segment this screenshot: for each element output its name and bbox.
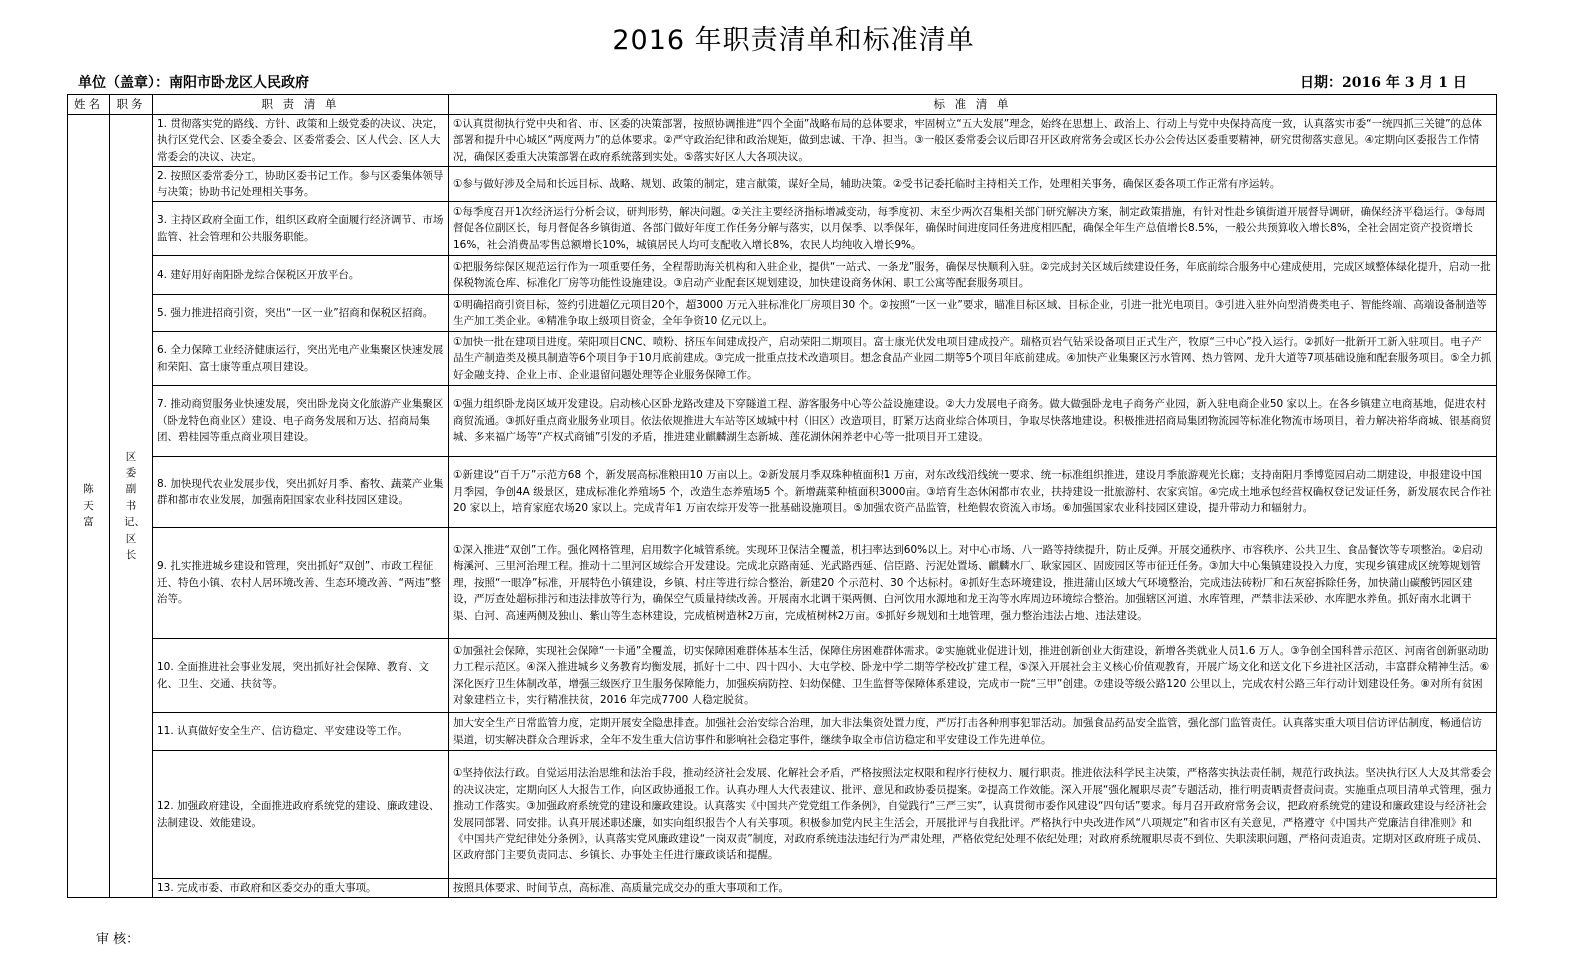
- table-row: [68, 256, 1497, 295]
- standard-cell: ①强力组织卧龙岗区域开发建设。启动核心区卧龙路改建及下穿隧道工程、游客服务中心等公益设施建设。②大力发展电子商务。做大做强卧龙电子商务产业园，新入驻电商企业50 家以上。在各乡镇建立电商基地，促进农村商贸流通。③抓好重点商业服务业项目。依法依规推进大车站等区域城中村（旧区）改造项目，盯紧万达商业综合体项目，争取尽快落地建设。积极推进招商局集团物流园等标准化物流市场项目，着力解决裕华商城、银基商贸城、多来福广场等“产权式商铺”引发的矛盾，推进建业麒麟湖生态新城、莲花湖休闲养老中心等一批项目开工建设。: [449, 386, 1497, 457]
- unit-label: 单位（盖章）：南阳市卧龙区人民政府: [78, 75, 309, 91]
- standard-cell: ①认真贯彻执行党中央和省、市、区委的决策部署，按照协调推进“四个全面”战略布局的总体要求，牢固树立“五大发展”理念，始终在思想上、政治上、行动上与党中央保持高度一致，认真落实市委“一统四抓三关键”的总体部署和提升中心城区“两度两力”的总体要求。②严守政治纪律和政治规矩，做到忠诚、干净、担当。③一般区委常委会议后即召开区政府常务会或区长办公会传达区委重要精神，研究贯彻落实意见。④定期向区委报告工作情况，确保区委重大决策部署在政府系统落到实处。⑤落实好区人大各项决议。: [449, 115, 1497, 167]
- duty-cell: 4. 建好用好南阳卧龙综合保税区开放平台。: [153, 256, 449, 295]
- table-row: [68, 332, 1497, 386]
- standard-cell: ①每季度召开1次经济运行分析会议，研判形势，解决问题。②关注主要经济指标增减变动，每季度初、末至少两次召集相关部门研究解决方案，制定政策措施，有针对性赴乡镇街道开展督导调研，确保经济平稳运行。③每周督促各位副区长，每月督促各乡镇街道、各部门做好年度工作任务分解与落实，以月保季、以季保年，确保时间进度同任务进度相匹配，确保全年生产总值增长8.5%，一般公共预算收入增长8%，全社会固定资产投资增长16%，社会消费品零售总额增长10%，城镇居民人均可支配收入增长8%，农民人均纯收入增长9%。: [449, 202, 1497, 256]
- duty-cell: 6. 全力保障工业经济健康运行，突出光电产业集聚区快速发展和荣阳、富士康等重点项目建设。: [153, 332, 449, 386]
- table-row: [68, 528, 1497, 639]
- table-row: [68, 713, 1497, 751]
- duty-cell: 12. 加强政府建设，全面推进政府系统党的建设、廉政建设、法制建设、效能建设。: [153, 751, 449, 879]
- table-row: [68, 167, 1497, 202]
- header-name: 姓名: [68, 95, 110, 115]
- duty-cell: 7. 推动商贸服务业快速发展，突出卧龙岗文化旅游产业集聚区（卧龙特色商业区）建设、电子商务发展和万达、招商局集团、碧桂园等重点商业项目建设。: [153, 386, 449, 457]
- table-row: [68, 879, 1497, 898]
- table-row: [68, 295, 1497, 332]
- table-row: [68, 751, 1497, 879]
- review-label: 审 核：: [96, 932, 140, 947]
- duty-standard-table: [67, 94, 1497, 898]
- table-row: [68, 639, 1497, 713]
- header-position: 职务: [110, 95, 153, 115]
- table-row: [68, 457, 1497, 528]
- duty-cell: 5. 强力推进招商引资，突出“一区一业”招商和保税区招商。: [153, 295, 449, 332]
- standard-cell: ①深入推进“双创”工作。强化网格管理，启用数字化城管系统。实现环卫保洁全覆盖，机扫率达到60%以上。对中心市场、八一路等持续提升，防止反弹。开展交通秩序、市容秩序、公共卫生、食品餐饮等专项整治。②启动梅溪河、三里河治理工程。推动十二里河区域综合开发建设。完成北京路南延、光武路西延、信臣路、污泥处置场、麒麟水厂、耿家园区、固废园区等市征迁任务。③加大中心集镇建设投入力度，实现乡镇建成区统筹规划管理，按照“一眼净”标准，开展特色小镇建设，乡镇、村庄等进行综合整治，新建20 个示范村、30 个达标村。④抓好生态环境建设，推进蒲山区域大气环境整治，完成违法砖粉厂和石灰窑拆除任务，加快蒲山碳酸钙园区建设，严厉查处超标排污和违法排放等行为，确保空气质量持续改善。开展南水北调干渠两侧、白河饮用水源地和龙王沟等水库周边环境综合整治。加强辖区河道、水库管理，严禁非法采砂、水库肥水养鱼。抓好南水北调干渠、白河、高速两侧及独山、紫山等生态林建设，完成植树造林2万亩，完成植树林2万亩。⑤抓好乡规划和土地管理，强力整治违法占地、违法建设。: [449, 528, 1497, 639]
- person-name: 陈天富: [83, 483, 94, 529]
- table-row: [68, 115, 1497, 167]
- standard-cell: ①明确招商引资目标，签约引进超亿元项目20个，超3000 万元入驻标准化厂房项目30 个。②按照“一区一业”要求，瞄准目标区域、目标企业，引进一批光电项目。③引进入驻外向型消费类电子、智能终端、高端设备制造等生产加工类企业。④精准争取上级项目资金，全年争资10 亿元以上。: [449, 295, 1497, 332]
- person-name-cell: [68, 115, 110, 898]
- duty-cell: 10. 全面推进社会事业发展，突出抓好社会保障、教育、文化、卫生、交通、扶贫等。: [153, 639, 449, 713]
- duty-cell: 13. 完成市委、市政府和区委交办的重大事项。: [153, 879, 449, 898]
- standard-cell: ①新建设“百千万”示范方68 个，新发展高标准粮田10 万亩以上。②新发展月季双珠种植面积1 万亩，对东改线沿线统一要求、统一标准组织推进，建设月季旅游观光长廊；支持南阳月季博览园启动二期建设，申报建设中国月季园，争创4A 级景区，建成标准化养殖场5 个，改造生态养殖场5 个。新增蔬菜种植面积3000亩。③培育生态休闲都市农业，扶持建设一批旅游村、农家宾馆。④完成土地承包经营权确权登记发证任务，新发展农民合作社20 家以上，培育家庭农场20 家以上。完成青年1 万亩农综开发等一批基础设施项目。⑤加强农资产品监管，杜绝假农资流入市场。⑥加强国家农业科技园区建设，提升带动力和辐射力。: [449, 457, 1497, 528]
- standard-cell: 按照具体要求、时间节点，高标准、高质量完成交办的重大事项和工作。: [449, 879, 1497, 898]
- standard-cell: ①加强社会保障，实现社会保障“一卡通”全覆盖，切实保障困难群体基本生活，保障住房困难群体需求。②实施就业促进计划，推进创新创业大街建设，新增各类就业人员1.6 万人。③争创全国科普示范区、河南省创新驱动助力工程示范区。④深入推进城乡义务教育均衡发展，抓好十二中、四十四小、大屯学校、卧龙中学二期等学校改扩建工程，⑤深入开展社会主义核心价值观教育，开展广场文化和送文化下乡进社区活动，丰富群众精神生活。⑥深化医疗卫生体制改革，增强三级医疗卫生服务保障能力，加强疾病防控、妇幼保健、卫生监督等保障体系建设，完成市一院“三甲”创建。⑦建设等级公路120 公里以上，完成农村公路三年行动计划建设任务。⑧对所有贫困对象建档立卡，实行精准扶贫，2016 年完成7700 人稳定脱贫。: [449, 639, 1497, 713]
- duty-cell: 11. 认真做好安全生产、信访稳定、平安建设等工作。: [153, 713, 449, 751]
- standard-cell: ①参与做好涉及全局和长远目标、战略、规划、政策的制定，建言献策，谋好全局，辅助决策。②受书记委托临时主持相关工作，处理相关事务，确保区委各项工作正常有序运转。: [449, 167, 1497, 202]
- table-row: [68, 202, 1497, 256]
- position-cell: [110, 115, 153, 898]
- duty-cell: 1. 贯彻落实党的路线、方针、政策和上级党委的决议、决定，执行区党代会、区委全委会、区委常委会、区人代会、区人大常委会的决议、决定。: [153, 115, 449, 167]
- table-row: [68, 386, 1497, 457]
- header-standards: 标 准 清 单: [449, 95, 1497, 115]
- duty-cell: 9. 扎实推进城乡建设和管理，突出抓好“双创”、市政工程征迁、特色小镇、农村人居环境改善、生态环境改善、“两违”整治等。: [153, 528, 449, 639]
- standard-cell: ①坚持依法行政。自觉运用法治思维和法治手段，推动经济社会发展、化解社会矛盾，严格按照法定权限和程序行使权力、履行职责。推进依法科学民主决策，严格落实执法责任制，规范行政执法。坚决执行区人大及其常委会的决议决定，定期向区人大报告工作，向区政协通报工作。认真办理人大代表建议、批评、意见和政协委员提案。②提高工作效能。深入开展“强化履职尽责”专题活动，推行明责晒责督责问责。实施重点项目清单式管理，强力推动工作落实。③加强政府系统党的建设和廉政建设。认真落实《中国共产党党组工作条例》，自觉践行“三严三实”，认真贯彻市委作风建设“四句话”要求。每月召开政府常务会议，把政府系统党的建设和廉政建设与经济社会发展同部署、同安排。认真开展述职述廉，如实向组织报告个人有关事项。积极参加党内民主生活会，开展批评与自我批评。严格执行中央改进作风“八项规定”和省市区有关意见，严格遵守《中国共产党廉洁自律准则》和《中国共产党纪律处分条例》，认真落实党风廉政建设“一岗双责”制度，对政府系统违法违纪行为严肃处理，严格依党纪处理不依纪处理；对政府系统履职尽责不到位、失职渎职问题，严格问责追责。定期对区政府班子成员、区政府部门主要负责同志、乡镇长、办事处主任进行廉政谈话和提醒。: [449, 751, 1497, 879]
- standard-cell: 加大安全生产日常监管力度，定期开展安全隐患排查。加强社会治安综合治理，加大非法集资处置力度，严厉打击各种刑事犯罪活动。加强食品药品安全监管，强化部门监管责任。认真落实重大项目信访评估制度，畅通信访渠道，切实解决群众合理诉求，全年不发生重大信访事件和影响社会稳定事件，继续争取全市信访稳定和平安建设工作先进单位。: [449, 713, 1497, 751]
- duty-cell: 2. 按照区委常委分工，协助区委书记工作。参与区委集体领导与决策；协助书记处理相关事务。: [153, 167, 449, 202]
- header-duties: 职 责 清 单: [153, 95, 449, 115]
- standard-cell: ①把服务综保区规范运行作为一项重要任务，全程帮助海关机构和入驻企业，提供“一站式、一条龙”服务，确保尽快顺利入驻。②完成封关区域后续建设任务，年底前综合服务中心建成使用，完成区域整体绿化提升，启动一批保税物流仓库、标准化厂房等功能性设施建设。③启动产业配套区规划建设，加快建设商务休闲、职工公寓等配套服务项目。: [449, 256, 1497, 295]
- standard-cell: ①加快一批在建项目进度。荣阳项目CNC、喷粉、挤压车间建成投产，启动荣阳二期项目。富士康光伏发电项目建成投产。瑞格页岩气钻采设备项目正式生产，牧原“三中心”投入运行。②抓好一批新开工新入驻项目。电子产品生产制造类及模具制造等6个项目争于10月底前建成。③完成一批重点技术改造项目。想念食品产业园二期等5个项目年底前建成。④加快产业集聚区污水管网、热力管网、龙升大道等7项基础设施和配套服务项目。⑤全力抓好金融支持、企业上市、企业退留问题处理等企业服务保障工作。: [449, 332, 1497, 386]
- duty-cell: 8. 加快现代农业发展步伐，突出抓好月季、畜牧、蔬菜产业集群和都市农业发展，加强南阳国家农业科技园区建设。: [153, 457, 449, 528]
- table-header-row: [68, 95, 1497, 115]
- duty-cell: 3. 主持区政府全面工作，组织区政府全面履行经济调节、市场监管、社会管理和公共服务职能。: [153, 202, 449, 256]
- document-title: 2016 年职责清单和标准清单: [612, 25, 975, 56]
- position-title: 区委副书记、区长: [124, 450, 145, 562]
- date-label: 日期：2016 年 3 月 1 日: [1300, 75, 1467, 91]
